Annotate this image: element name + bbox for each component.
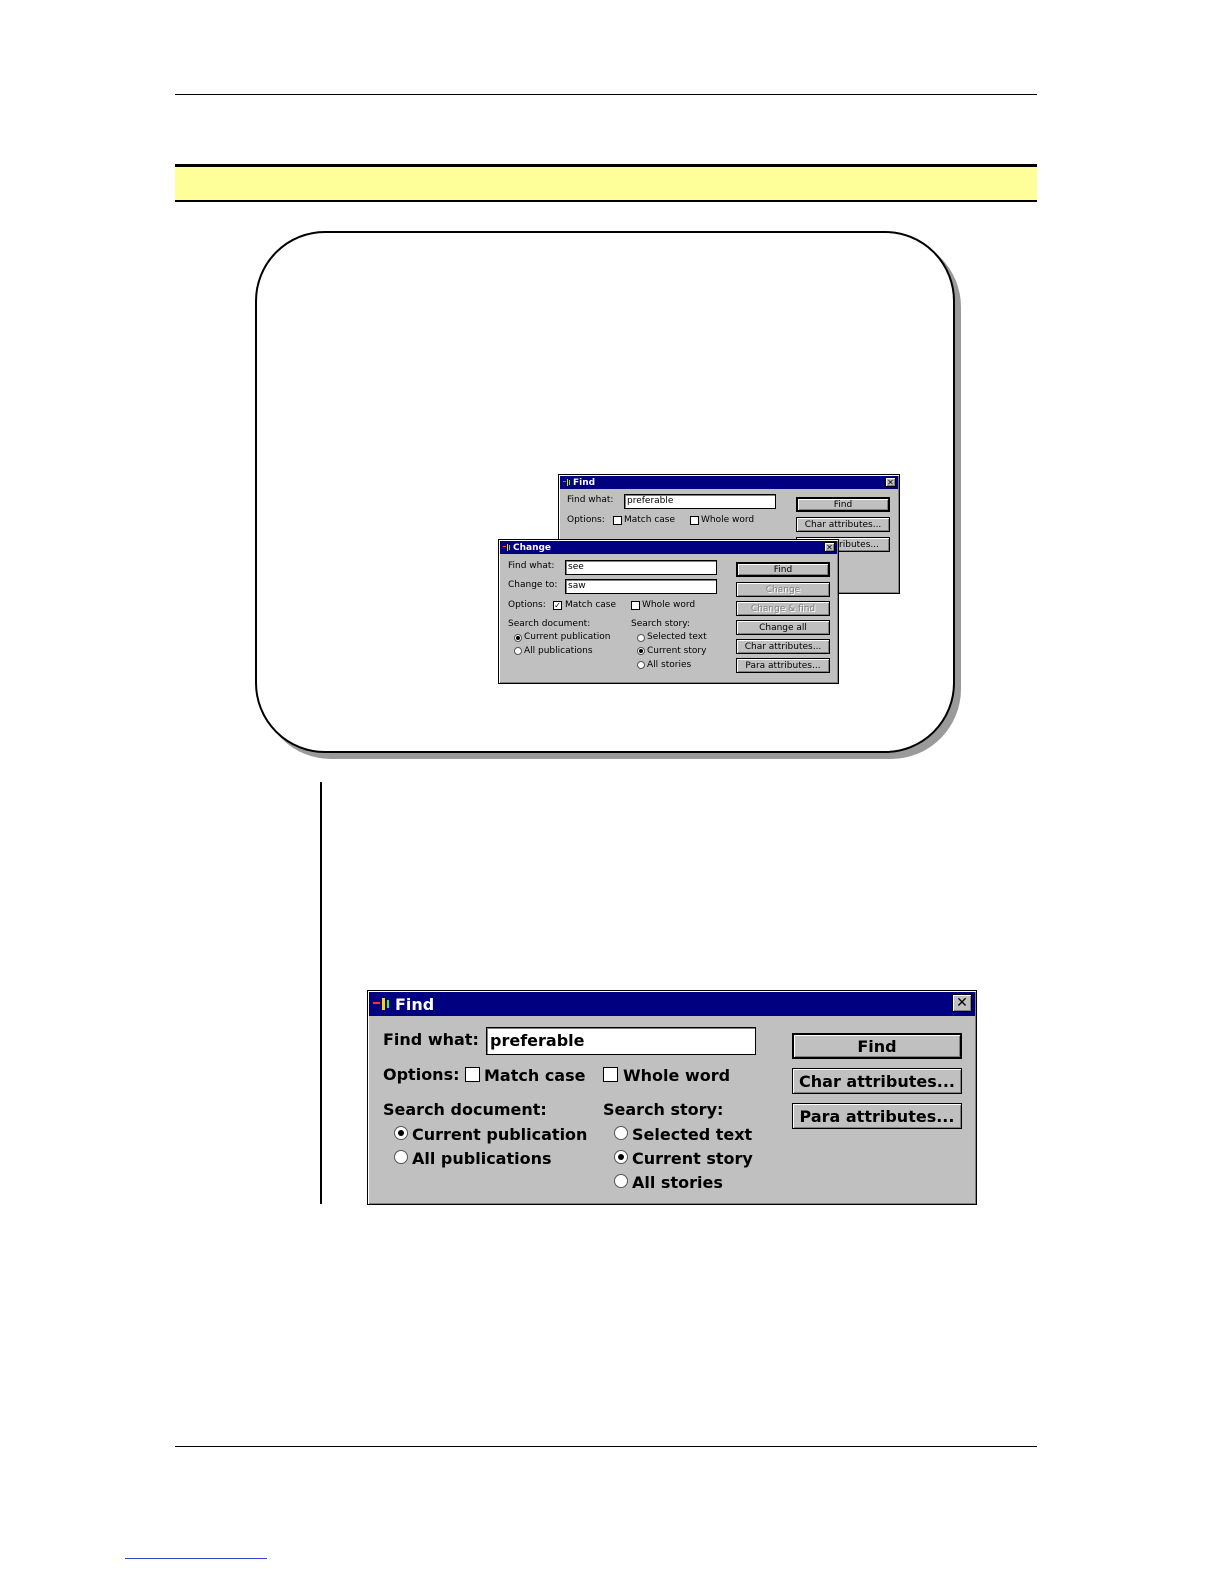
para-attributes-button[interactable]: ributes... xyxy=(796,537,890,552)
change-dialog xyxy=(498,539,839,684)
find-button[interactable]: Find xyxy=(792,1033,962,1059)
close-icon[interactable]: ✕ xyxy=(885,477,896,487)
whole-word-label: Whole word xyxy=(701,515,755,525)
change-to-label: Change to: xyxy=(508,580,558,590)
match-case-label: Match case xyxy=(565,600,617,610)
current-story-radio[interactable] xyxy=(637,647,645,655)
all-stories-label: All stories xyxy=(632,1173,723,1192)
all-publications-radio[interactable] xyxy=(394,1150,408,1164)
whole-word-checkbox[interactable] xyxy=(603,1067,618,1082)
whole-word-checkbox[interactable] xyxy=(631,601,640,610)
find-button[interactable]: Find xyxy=(736,562,830,577)
whole-word-label: Whole word xyxy=(642,600,696,610)
match-case-checkbox[interactable] xyxy=(613,516,622,525)
current-publication-label: Current publication xyxy=(524,632,611,642)
find-what-input[interactable]: see xyxy=(565,560,717,575)
find-dialog xyxy=(367,990,977,1205)
all-stories-radio[interactable] xyxy=(637,661,645,669)
margin-rule xyxy=(320,782,322,1204)
find-titlebar[interactable] xyxy=(369,992,975,1016)
small-find-title: Find xyxy=(573,477,596,488)
whole-word-label: Whole word xyxy=(623,1066,731,1085)
find-what-label: Find what: xyxy=(567,495,614,505)
all-publications-label: All publications xyxy=(412,1149,552,1168)
search-document-label: Search document: xyxy=(508,619,591,629)
find-button[interactable]: Find xyxy=(796,497,890,512)
char-attributes-button[interactable]: Char attributes... xyxy=(792,1068,962,1094)
selected-text-label: Selected text xyxy=(632,1125,753,1144)
header-rule xyxy=(175,94,1037,95)
options-label: Options: xyxy=(508,600,546,610)
all-stories-label: All stories xyxy=(647,660,692,670)
search-story-label: Search story: xyxy=(631,619,690,629)
para-attributes-button[interactable]: Para attributes... xyxy=(792,1103,962,1129)
search-story-label: Search story: xyxy=(603,1100,724,1119)
current-story-label: Current story xyxy=(632,1149,753,1168)
current-publication-label: Current publication xyxy=(412,1125,588,1144)
match-case-label: Match case xyxy=(624,515,676,525)
selected-text-label: Selected text xyxy=(647,632,707,642)
match-case-label: Match case xyxy=(484,1066,586,1085)
char-attributes-button[interactable]: Char attributes... xyxy=(796,517,890,532)
current-story-label: Current story xyxy=(647,646,707,656)
find-what-label: Find what: xyxy=(508,561,555,571)
change-all-button[interactable]: Change all xyxy=(736,620,830,635)
footer-rule xyxy=(175,1446,1037,1447)
change-and-find-button[interactable]: Change & find xyxy=(736,601,830,616)
current-story-radio[interactable] xyxy=(614,1150,628,1164)
change-titlebar[interactable] xyxy=(500,541,837,554)
selected-text-radio[interactable] xyxy=(637,634,645,642)
app-icon xyxy=(563,478,571,487)
app-icon xyxy=(373,996,391,1012)
selected-text-radio[interactable] xyxy=(614,1126,628,1140)
find-title: Find xyxy=(395,994,435,1014)
current-publication-radio[interactable] xyxy=(394,1126,408,1140)
match-case-checkbox[interactable]: ✓ xyxy=(554,600,561,610)
change-button[interactable]: Change xyxy=(736,582,830,597)
options-label: Options: xyxy=(567,515,605,525)
app-icon xyxy=(503,543,511,552)
char-attributes-button[interactable]: Char attributes... xyxy=(736,639,830,654)
change-title: Change xyxy=(513,542,552,553)
find-what-input[interactable]: preferable xyxy=(624,494,776,509)
close-icon[interactable]: ✕ xyxy=(824,542,835,552)
all-publications-label: All publications xyxy=(524,646,593,656)
find-what-label: Find what: xyxy=(383,1030,479,1049)
small-find-titlebar[interactable] xyxy=(560,476,898,489)
footer-link-underline[interactable] xyxy=(125,1558,267,1559)
current-publication-radio[interactable] xyxy=(514,634,522,642)
whole-word-checkbox[interactable] xyxy=(690,516,699,525)
match-case-checkbox[interactable] xyxy=(465,1067,480,1082)
para-attributes-button[interactable]: Para attributes... xyxy=(736,658,830,673)
section-heading-banner xyxy=(175,164,1037,202)
options-label: Options: xyxy=(383,1065,460,1084)
search-document-label: Search document: xyxy=(383,1100,547,1119)
all-publications-radio[interactable] xyxy=(514,647,522,655)
all-stories-radio[interactable] xyxy=(614,1174,628,1188)
change-to-input[interactable]: saw xyxy=(565,579,717,594)
find-what-input[interactable]: preferable xyxy=(486,1027,756,1055)
close-icon[interactable]: ✕ xyxy=(952,994,972,1012)
